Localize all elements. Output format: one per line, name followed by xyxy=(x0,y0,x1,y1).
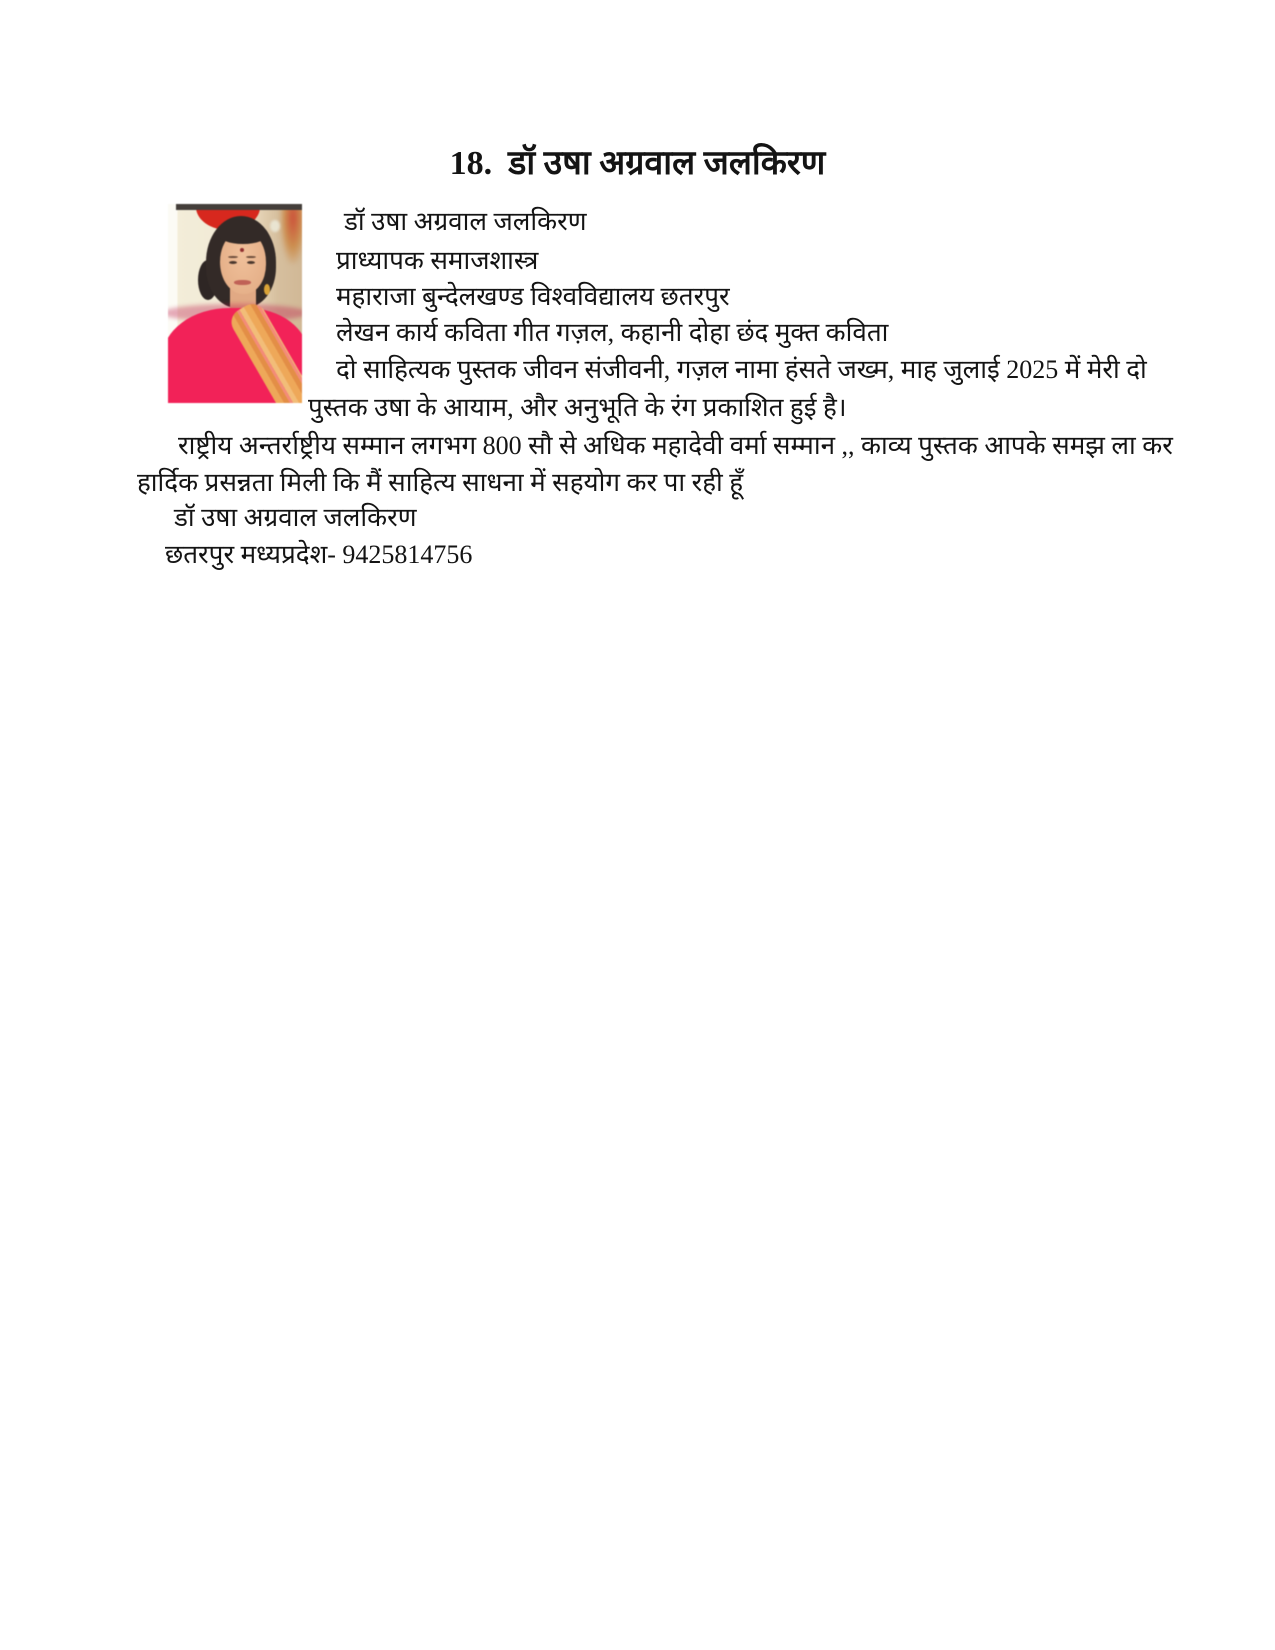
photo-hair-fringe xyxy=(218,224,268,244)
books-line-1: दो साहित्यक पुस्तक जीवन संजीवनी, गज़ल नामा हंसते जख्म, माह जुलाई 2025 में मेरी दो xyxy=(336,355,1147,384)
author-photo xyxy=(168,204,302,403)
section-title: डॉ उषा अग्रवाल जलकिरण xyxy=(508,145,826,182)
photo-earring xyxy=(264,284,270,295)
writing-genres-line: लेखन कार्य कविता गीत गज़ल, कहानी दोहा छंद मुक्त कविता xyxy=(336,318,889,347)
university-line: महाराजा बुन्देलखण्ड विश्वविद्यालय छतरपुर xyxy=(336,282,730,311)
designation-line: प्राध्यापक समाजशास्त्र xyxy=(336,246,539,275)
photo-top-strip xyxy=(176,204,302,210)
section-heading xyxy=(0,143,1275,185)
photo-bindi xyxy=(240,248,244,252)
photo-wall-ornament xyxy=(280,206,302,264)
photo-eyebrow-left xyxy=(228,256,238,258)
photo-lips xyxy=(234,280,251,285)
address-phone-line: छतरपुर मध्यप्रदेश- 9425814756 xyxy=(165,540,473,569)
signature-name-line: डॉ उषा अग्रवाल जलकिरण xyxy=(174,503,417,532)
books-line-2: पुस्तक उषा के आयाम, और अनुभूति के रंग प्रकाशित हुई है। xyxy=(308,393,847,422)
awards-line-2: हार्दिक प्रसन्नता मिली कि मैं साहित्य साधना में सहयोग कर पा रही हूँ xyxy=(137,468,744,497)
section-number: 18. xyxy=(449,145,493,182)
photo-hair-flower xyxy=(270,220,280,232)
awards-line-1: राष्ट्रीय अन्तर्राष्ट्रीय सम्मान लगभग 800 सौ से अधिक महादेवी वर्मा सम्मान ,, काव्य पुस्तक आपके समझ ला कर xyxy=(178,431,1173,460)
photo-eye-left xyxy=(229,261,237,264)
photo-eye-right xyxy=(247,261,255,264)
photo-eyebrow-right xyxy=(246,256,256,258)
author-name-line: डॉ उषा अग्रवाल जलकिरण xyxy=(344,207,587,236)
